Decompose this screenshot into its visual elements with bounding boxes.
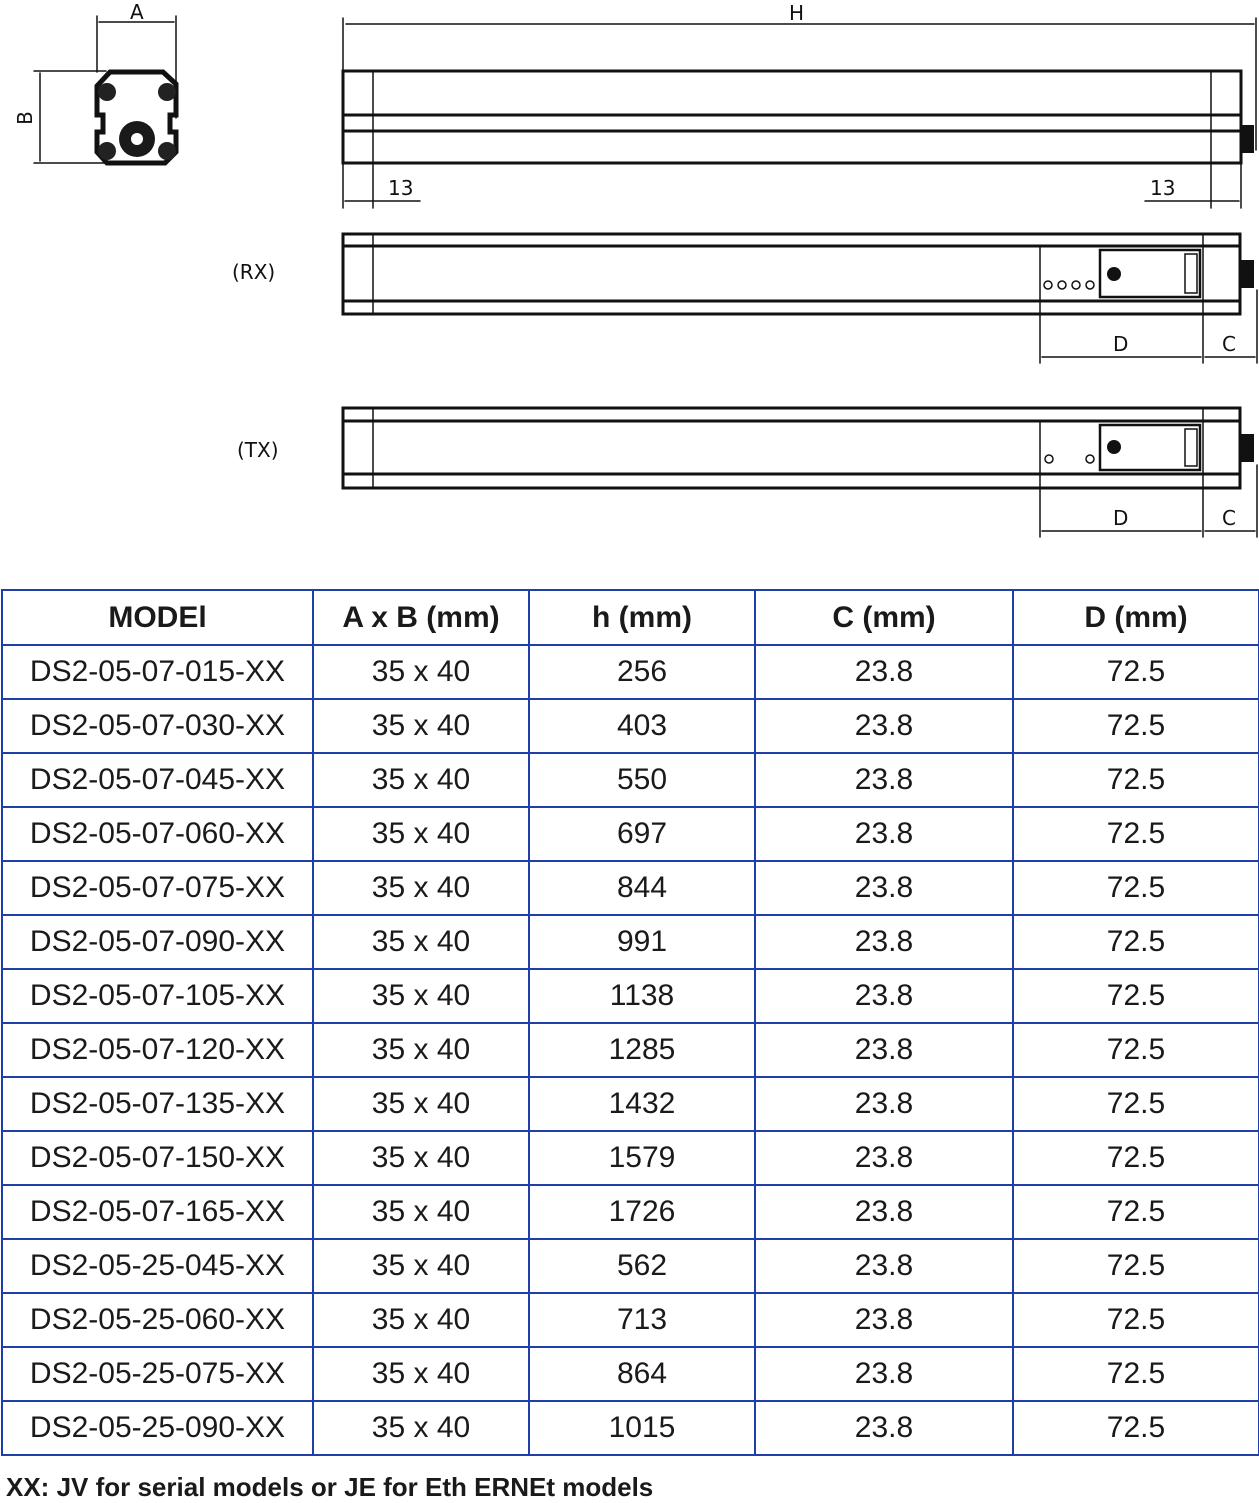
cell-a-x-b: 35 x 40	[313, 1293, 529, 1347]
cell-c: 23.8	[755, 915, 1013, 969]
table-header-row	[2, 590, 1259, 645]
header-h: h (mm)	[529, 590, 755, 645]
cell-model: DS2-05-07-150-XX	[2, 1131, 313, 1185]
table-row	[2, 1293, 1259, 1347]
cell-c: 23.8	[755, 1131, 1013, 1185]
cell-c: 23.8	[755, 753, 1013, 807]
cell-h: 844	[529, 861, 755, 915]
cell-model: DS2-05-07-120-XX	[2, 1023, 313, 1077]
cell-d: 72.5	[1013, 1239, 1259, 1293]
dim-label-b: B	[12, 111, 37, 125]
cell-model: DS2-05-07-060-XX	[2, 807, 313, 861]
tx-label: (TX)	[237, 438, 279, 462]
rx-dim-label-d: D	[1113, 332, 1129, 356]
cell-a-x-b: 35 x 40	[313, 1347, 529, 1401]
cell-c: 23.8	[755, 1347, 1013, 1401]
table-row	[2, 645, 1259, 699]
cell-d: 72.5	[1013, 861, 1259, 915]
header-d: D (mm)	[1013, 590, 1259, 645]
cell-a-x-b: 35 x 40	[313, 1185, 529, 1239]
cell-c: 23.8	[755, 699, 1013, 753]
cell-c: 23.8	[755, 807, 1013, 861]
cell-a-x-b: 35 x 40	[313, 807, 529, 861]
cell-h: 991	[529, 915, 755, 969]
technical-drawing	[0, 0, 1259, 560]
rx-dim-label-c: C	[1222, 332, 1236, 356]
cell-d: 72.5	[1013, 1347, 1259, 1401]
cell-a-x-b: 35 x 40	[313, 1077, 529, 1131]
cell-c: 23.8	[755, 1077, 1013, 1131]
cell-h: 562	[529, 1239, 755, 1293]
side-view	[343, 18, 1256, 208]
table-row	[2, 699, 1259, 753]
cell-d: 72.5	[1013, 1185, 1259, 1239]
cell-model: DS2-05-07-135-XX	[2, 1077, 313, 1131]
cell-c: 23.8	[755, 969, 1013, 1023]
table-row	[2, 1185, 1259, 1239]
cell-a-x-b: 35 x 40	[313, 861, 529, 915]
cell-d: 72.5	[1013, 1401, 1259, 1455]
cell-model: DS2-05-07-045-XX	[2, 753, 313, 807]
model-dimensions-table	[1, 589, 1259, 1456]
cell-a-x-b: 35 x 40	[313, 753, 529, 807]
tx-dim-label-c: C	[1222, 506, 1236, 530]
table-row	[2, 1131, 1259, 1185]
cell-c: 23.8	[755, 1239, 1013, 1293]
cell-d: 72.5	[1013, 645, 1259, 699]
cell-model: DS2-05-25-060-XX	[2, 1293, 313, 1347]
rx-label: (RX)	[232, 260, 276, 284]
tx-dim-label-d: D	[1113, 506, 1129, 530]
table-row	[2, 1347, 1259, 1401]
dim-label-end-right: 13	[1150, 176, 1176, 200]
cell-h: 1726	[529, 1185, 755, 1239]
cell-h: 697	[529, 807, 755, 861]
table-row	[2, 861, 1259, 915]
cell-model: DS2-05-07-105-XX	[2, 969, 313, 1023]
header-c: C (mm)	[755, 590, 1013, 645]
cell-d: 72.5	[1013, 753, 1259, 807]
table-row	[2, 807, 1259, 861]
cell-model: DS2-05-07-090-XX	[2, 915, 313, 969]
cell-d: 72.5	[1013, 807, 1259, 861]
cell-a-x-b: 35 x 40	[313, 645, 529, 699]
cell-h: 713	[529, 1293, 755, 1347]
cell-c: 23.8	[755, 645, 1013, 699]
cell-a-x-b: 35 x 40	[313, 699, 529, 753]
table-row	[2, 1077, 1259, 1131]
footnote: XX: JV for serial models or JE for Eth ERNEt models	[6, 1472, 654, 1502]
cell-model: DS2-05-07-165-XX	[2, 1185, 313, 1239]
cell-h: 1579	[529, 1131, 755, 1185]
cell-h: 1015	[529, 1401, 755, 1455]
dim-label-h: H	[789, 1, 805, 25]
table-row	[2, 1023, 1259, 1077]
table-row	[2, 1239, 1259, 1293]
cell-a-x-b: 35 x 40	[313, 915, 529, 969]
cell-h: 550	[529, 753, 755, 807]
cell-d: 72.5	[1013, 1023, 1259, 1077]
cell-a-x-b: 35 x 40	[313, 1023, 529, 1077]
cell-a-x-b: 35 x 40	[313, 1131, 529, 1185]
cell-h: 256	[529, 645, 755, 699]
dim-label-end-left: 13	[388, 176, 414, 200]
profile-cross-section	[34, 16, 176, 163]
cell-d: 72.5	[1013, 1077, 1259, 1131]
cell-h: 864	[529, 1347, 755, 1401]
cell-h: 1138	[529, 969, 755, 1023]
cell-d: 72.5	[1013, 699, 1259, 753]
cell-d: 72.5	[1013, 915, 1259, 969]
cell-h: 1432	[529, 1077, 755, 1131]
cell-model: DS2-05-25-045-XX	[2, 1239, 313, 1293]
dim-label-a: A	[130, 0, 144, 24]
header-model: MODEl	[2, 590, 313, 645]
cell-d: 72.5	[1013, 1293, 1259, 1347]
cell-h: 1285	[529, 1023, 755, 1077]
cell-a-x-b: 35 x 40	[313, 1239, 529, 1293]
cell-model: DS2-05-25-090-XX	[2, 1401, 313, 1455]
cell-d: 72.5	[1013, 969, 1259, 1023]
table-row	[2, 1401, 1259, 1455]
cell-c: 23.8	[755, 1293, 1013, 1347]
table-row	[2, 969, 1259, 1023]
cell-a-x-b: 35 x 40	[313, 1401, 529, 1455]
cell-c: 23.8	[755, 1401, 1013, 1455]
cell-model: DS2-05-25-075-XX	[2, 1347, 313, 1401]
cell-d: 72.5	[1013, 1131, 1259, 1185]
cell-model: DS2-05-07-015-XX	[2, 645, 313, 699]
table-row	[2, 915, 1259, 969]
cell-c: 23.8	[755, 1023, 1013, 1077]
header-a-x-b: A x B (mm)	[313, 590, 529, 645]
cell-h: 403	[529, 699, 755, 753]
cell-model: DS2-05-07-030-XX	[2, 699, 313, 753]
cell-model: DS2-05-07-075-XX	[2, 861, 313, 915]
table-row	[2, 753, 1259, 807]
cell-a-x-b: 35 x 40	[313, 969, 529, 1023]
dimension-drawing-svg	[0, 0, 1259, 560]
cell-c: 23.8	[755, 861, 1013, 915]
cell-c: 23.8	[755, 1185, 1013, 1239]
